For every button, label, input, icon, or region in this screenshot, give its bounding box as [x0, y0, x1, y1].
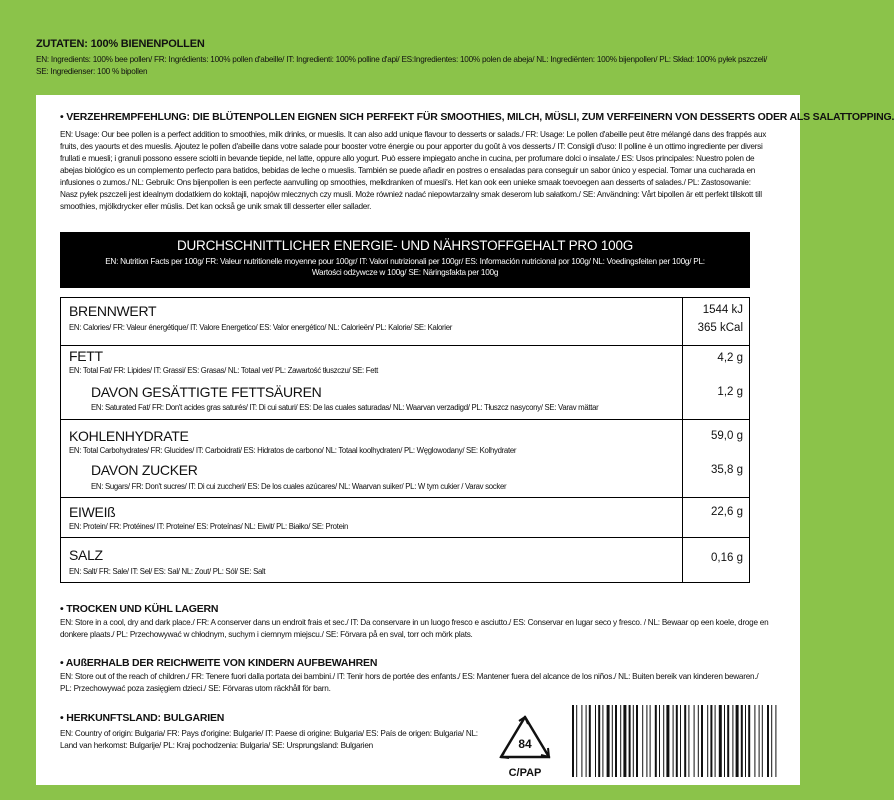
- barcode-bar: [659, 705, 660, 777]
- row-translation: EN: Salt/ FR: Sale/ IT: Sel/ ES: Sal/ NL: Zout/ PL: Sól/ SE: Salt: [69, 567, 266, 576]
- barcode-bar: [655, 705, 657, 777]
- row-name: KOHLENHYDRATE: [69, 428, 189, 444]
- row-translation: EN: Total Fat/ FR: Lipides/ IT: Grassi/ ES: Grasas/ NL: Totaal vet/ PL: Zawartość tłuszczu/ SE: Fett: [69, 366, 378, 375]
- barcode-bar: [680, 705, 681, 777]
- row-name: BRENNWERT: [69, 303, 157, 319]
- barcode-bar: [759, 705, 760, 777]
- barcode-bar: [724, 705, 725, 777]
- barcode-bar: [633, 705, 634, 777]
- nutrition-subheading: EN: Nutrition Facts per 100g/ FR: Valeur nutritionelle moyenne pour 100gr/ IT: Valori nutrizionali per 100gr/ ES: Información nutricional por 100g/ NL: Voedingsfeiten per 100g/ PL: Wartości odżywcze w 100g/ SE: Näringsfakta per 100g: [105, 257, 705, 277]
- barcode-bar: [629, 705, 631, 777]
- barcode-bar: [663, 705, 664, 777]
- row-translation: EN: Sugars/ FR: Don't sucres/ IT: Di cui zuccheri/ ES: De los cuales azúcares/ NL: Waarvan suiker/ PL: W tym cukier / Varav socker: [91, 482, 507, 491]
- row-name: DAVON ZUCKER: [91, 462, 198, 478]
- table-row: [61, 346, 749, 420]
- barcode-bar: [602, 705, 603, 777]
- storage-text: EN: Store in a cool, dry and dark place./ FR: A conserver dans un endroit frais et sec./ IT: Da conservare in un luogo fresco e asciutto./ ES: Conservar en lugar seco y fresco. / NL: Bewaar op een koele, droge en donkere plaats./ PL: Przechowywać w chłodnym, suchym i ciemnym miejscu./ SE: Förvara på en sval, torr och mörk plats.: [60, 618, 769, 639]
- ingredients-section: [0, 0, 800, 95]
- row-name: DAVON GESÄTTIGTE FETTSÄUREN: [91, 384, 322, 400]
- row-value: 59,0 g: [711, 430, 743, 442]
- usage-text: EN: Usage: Our bee pollen is a perfect addition to smoothies, milk drinks, or mueslis. It can also add unique flavour to desserts or salads./ FR: Usage: Le pollen d'abeille peut être mélangé dans des frappés aux fruits, des yaourts et des mueslis. Ajoutez le pollen d'abeille dans votre salade pour booster votre énergie ou pour apporter du goût à vos desserts./ IT: Consigli d'uso: Il polline è un ottimo ingrediente per diversi frullati e muesli; i granuli possono essere sciolti in bevande tiepide, nel latte, oppure allo yogurt. Può essere impiegato anche in cucina, per profumare dolci o insalate./ ES: Usos principales: Nuestro polen de abejas biológico es un complemento perfecto para batidos, bebidas de leche o mueslis. También se puede añadir en postres o ensaladas para conseguir un sabor único y especial. Tomar una cucharada en infusiones o zumos./ NL: Gebruik: Ons bijenpollen is een perfecte aanvulling op smoothies, melkdranken of muesli's. Het kan ook een unieke smaak toevoegen aan desserts of salades./ PL: Zastosowanie: Nasz pyłek pszczeli jest idealnym dodatkiem do koktajli, napojów mlecznych czy musli. Może również nadać niepowtarzalny smak deserom lub sałatkom./ SE: Användning: Vårt bipollen är ett perfekt tillskott till smoothies, mjölkdrycker eller müslis. Det kan också ge unik smak till desserter eller sallader.: [60, 130, 767, 211]
- barcode: [570, 705, 780, 777]
- recycling-icon: [495, 713, 555, 777]
- row-value: 22,6 g: [711, 506, 743, 518]
- barcode-bar: [646, 705, 647, 777]
- barcode-bar: [576, 705, 577, 777]
- barcode-bar: [715, 705, 716, 777]
- row-name: EIWEIß: [69, 504, 116, 520]
- barcode-bar: [719, 705, 722, 777]
- barcode-icon: [570, 705, 780, 777]
- row-value: 4,2 g: [717, 352, 743, 364]
- row-value: 35,8 g: [711, 464, 743, 476]
- ingredients-text: EN: Ingredients: 100% bee pollen/ FR: Ingrédients: 100% pollen d'abeille/ IT: Ingredienti: 100% polline d'api/ ES:Ingredientes: 100% polen de abeja/ NL: Ingrediënten: 100% bijenpollen/ PL: Skład: 100% pyłek pszczeli/ SE: Ingredienser: 100 % bipollen: [36, 55, 768, 76]
- barcode-bar: [710, 705, 712, 777]
- barcode-bar: [572, 705, 574, 777]
- barcode-bar: [754, 705, 755, 777]
- barcode-bar: [771, 705, 772, 777]
- barcode-bar: [707, 705, 708, 777]
- row-value: 1,2 g: [717, 386, 743, 398]
- barcode-bar: [684, 705, 686, 777]
- nutrition-header: [60, 232, 750, 288]
- storage-title: • TROCKEN UND KÜHL LAGERN: [60, 603, 219, 615]
- barcode-bar: [650, 705, 651, 777]
- origin-title: • HERKUNFTSLAND: BULGARIEN: [60, 712, 225, 724]
- barcode-bar: [762, 705, 763, 777]
- ingredients-title: ZUTATEN: 100% BIENENPOLLEN: [36, 38, 205, 50]
- barcode-bar: [736, 705, 739, 777]
- row-value-kcal: 365 kCal: [697, 322, 743, 334]
- barcode-bar: [775, 705, 776, 777]
- nutrition-table: [60, 297, 750, 583]
- barcode-bar: [623, 705, 626, 777]
- barcode-bar: [745, 705, 746, 777]
- barcode-bar: [581, 705, 582, 777]
- row-translation: EN: Protein/ FR: Protéines/ IT: Proteine/ ES: Proteínas/ NL: Eiwit/ PL: Białko/ SE: Protein: [69, 522, 349, 531]
- barcode-bar: [642, 705, 643, 777]
- barcode-bar: [701, 705, 703, 777]
- barcode-bar: [676, 705, 678, 777]
- barcode-bar: [673, 705, 674, 777]
- recycle-number: 84: [518, 737, 532, 751]
- row-translation: EN: Total Carbohydrates/ FR: Glucides/ IT: Carboidrati/ ES: Hidratos de carbono/ NL: Totaal koolhydraten/ PL: Węglowodany/ SE: Kolhydrater: [69, 446, 517, 455]
- row-value: 1544 kJ: [702, 304, 743, 316]
- barcode-bar: [727, 705, 729, 777]
- barcode-bar: [741, 705, 743, 777]
- row-name: SALZ: [69, 547, 103, 563]
- barcode-bar: [615, 705, 617, 777]
- barcode-bar: [732, 705, 733, 777]
- barcode-bar: [598, 705, 600, 777]
- barcode-bar: [688, 705, 689, 777]
- barcode-bar: [767, 705, 769, 777]
- table-row: [61, 538, 749, 582]
- row-name: FETT: [69, 348, 103, 364]
- barcode-bar: [586, 705, 587, 777]
- row-value: 0,16 g: [711, 552, 743, 564]
- children-warning-title: • AUßERHALB DER REICHWEITE VON KINDERN AUFBEWAHREN: [60, 657, 378, 669]
- nutrition-heading: DURCHSCHNITTLICHER ENERGIE- UND NÄHRSTOFFGEHALT PRO 100G: [176, 238, 634, 253]
- barcode-bar: [607, 705, 610, 777]
- barcode-bar: [595, 705, 596, 777]
- barcode-bar: [620, 705, 621, 777]
- recycling-triangle-icon: [495, 713, 555, 761]
- table-row: [61, 420, 749, 498]
- children-warning-text: EN: Store out of the reach of children./ FR: Tenere fuori dalla portata dei bambini./ IT: Tenir hors de portée des enfants./ ES: Mantener fuera del alcance de los niños./ NL: Buiten bereik van kinderen bewaren./ PL: Przechowywać poza zasięgiem dzieci./ SE: Förvaras utom räckhåll för barn.: [60, 672, 759, 693]
- usage-title: • VERZEHREMPFEHLUNG: DIE BLÜTENPOLLEN EIGNEN SICH PERFEKT FÜR SMOOTHIES, MILCH, MÜSLI, ZUM VERFEINERN VON DESSERTS ODER ALS SALATTOPPING.: [60, 111, 894, 123]
- row-translation: EN: Saturated Fat/ FR: Don't acides gras saturés/ IT: Di cui saturi/ ES: De las cuales saturadas/ NL: Waarvan verzadigd/ PL: Tłuszcz nasycony/ SE: Varav mättar: [91, 403, 599, 412]
- table-row: [61, 298, 749, 346]
- barcode-bar: [694, 705, 695, 777]
- barcode-bar: [748, 705, 750, 777]
- row-translation: EN: Calories/ FR: Valeur énergétique/ IT: Valore Energetico/ ES: Valor energético/ NL: Calorieën/ PL: Kalorie/ SE: Kalorier: [69, 323, 453, 332]
- table-row: [61, 498, 749, 538]
- barcode-bar: [612, 705, 613, 777]
- barcode-bar: [589, 705, 591, 777]
- barcode-bar: [636, 705, 638, 777]
- barcode-bar: [698, 705, 699, 777]
- origin-text: EN: Country of origin: Bulgaria/ FR: Pays d'origine: Bulgarie/ IT: Paese di origine: Bulgaria/ ES: País de origen: Bulgaria/ NL: Land van herkomst: Bulgarije/ PL: Kraj pochodzenia: Bulgaria/ SE: Ursprungsland: Bulgarien: [60, 729, 478, 750]
- barcode-bar: [666, 705, 669, 777]
- recycle-code: C/PAP: [508, 767, 542, 779]
